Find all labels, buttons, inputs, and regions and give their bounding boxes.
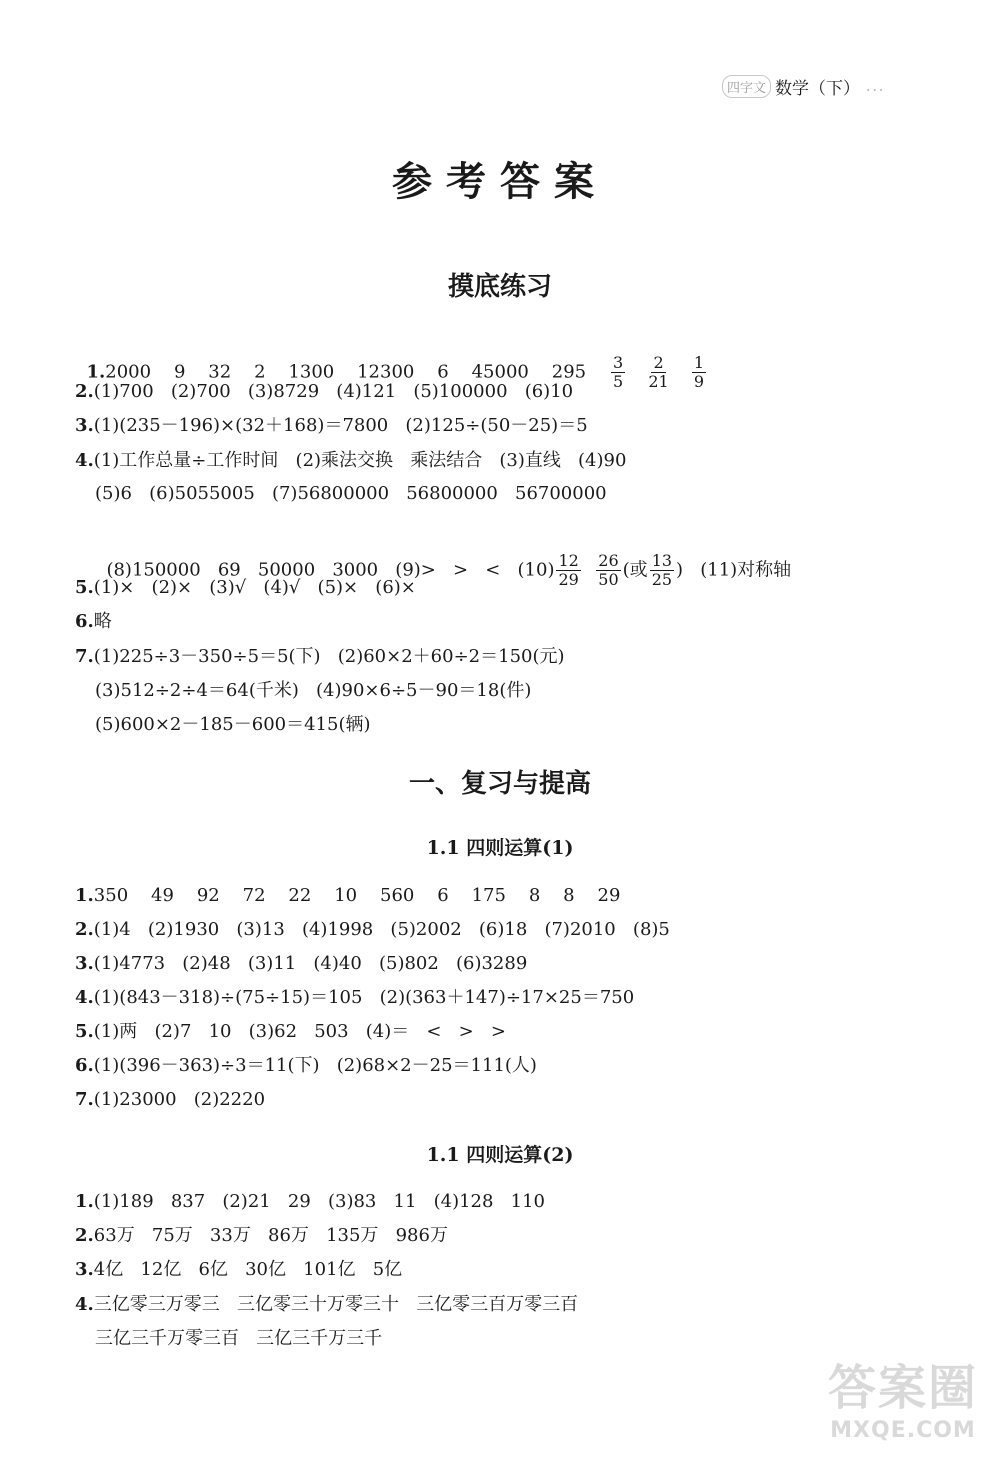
question-number: 4. — [75, 987, 94, 1008]
answer-text: (1)工作总量÷工作时间 (2)乘法交换 乘法结合 (3)直线 (4)90 — [93, 450, 627, 471]
question-number: 3. — [75, 415, 94, 436]
question-number: 7. — [75, 1089, 94, 1110]
fraction — [650, 552, 674, 589]
question-number: 5. — [75, 1021, 94, 1042]
answer-text: (1)225÷3－350÷5＝5(下) (2)60×2＋60÷2＝150(元) — [93, 646, 565, 667]
answer-text: (1)700 (2)700 (3)8729 (4)121 (5)100000 (6)10 — [93, 381, 574, 402]
answer-text: 三亿零三万零三 三亿零三十万零三十 三亿零三百万零三百 — [93, 1294, 579, 1315]
numerator: 13 — [651, 551, 673, 570]
answer-text: (1)4 (2)1930 (3)13 (4)1998 (5)2002 (6)18 (7)2010 (8)5 — [93, 919, 670, 940]
question-number: 5. — [75, 577, 94, 598]
question-number: 2. — [75, 381, 94, 402]
answer-line-s1-q4-cont1: (5)6 (6)5055005 (7)56800000 56800000 56700000 — [95, 483, 607, 504]
numerator: 26 — [598, 551, 619, 570]
answer-line-s1-q3 — [75, 414, 588, 438]
question-number: 3. — [75, 953, 94, 974]
subsection-title-arith-2: 1.1 四则运算(2) — [426, 1144, 574, 1166]
answer-line-s1-q2 — [75, 380, 573, 404]
question-number: 1. — [75, 885, 94, 906]
denominator: 5 — [613, 372, 624, 391]
question-number: 3. — [75, 1259, 94, 1280]
fraction — [646, 354, 670, 391]
fraction — [596, 552, 620, 589]
answer-line-s2a-q7 — [75, 1088, 265, 1112]
answer-line-s1-q7-cont1: (3)512÷2÷4＝64(千米) (4)90×6÷5－90＝18(件) — [95, 680, 532, 701]
fraction — [556, 552, 580, 589]
fraction — [611, 354, 625, 391]
answer-line-s2b-q1 — [75, 1190, 545, 1214]
section-title-diagnostic: 摸底练习 — [447, 272, 552, 302]
numerator: 12 — [558, 551, 579, 570]
answer-text: (1)× (2)× (3)√ (4)√ (5)× (6)× — [93, 577, 416, 598]
answer-text: (8)150000 69 50000 3000 (9)> > < (10) — [106, 559, 555, 581]
subject-label: 数学（下） — [775, 79, 861, 99]
answer-text: (1)23000 (2)2220 — [93, 1089, 266, 1110]
question-number: 4. — [75, 450, 94, 471]
page-title: 参考答案 — [392, 159, 608, 205]
subsection-title-arith-1: 1.1 四则运算(1) — [426, 837, 574, 859]
answer-line-s1-q7-cont2: (5)600×2－185－600＝415(辆) — [95, 714, 371, 735]
answer-line-s2b-q2 — [75, 1224, 448, 1248]
answer-text: (或 — [622, 559, 648, 581]
denominator: 50 — [598, 570, 619, 589]
question-number: 4. — [75, 1294, 94, 1315]
answer-line-s1-q5 — [75, 576, 416, 600]
answer-text: (1)189 837 (2)21 29 (3)83 11 (4)128 110 — [93, 1191, 545, 1212]
section-title-review: 一、复习与提高 — [408, 769, 591, 799]
question-number: 6. — [75, 1055, 94, 1076]
answer-line-s1-q7 — [75, 645, 565, 669]
answer-text: (1)(396－363)÷3＝11(下) (2)68×2－25＝111(人) — [93, 1055, 537, 1076]
answer-line-s1-q4 — [75, 449, 626, 473]
answer-line-s2a-q6 — [75, 1054, 537, 1078]
page-header — [722, 74, 885, 99]
answer-text: 63万 75万 33万 86万 135万 986万 — [93, 1225, 448, 1246]
answer-line-s2b-q4-cont: 三亿三千万零三百 三亿三千万三千 — [95, 1328, 383, 1349]
question-number: 1. — [75, 1191, 94, 1212]
question-number: 2. — [75, 919, 94, 940]
denominator: 25 — [651, 570, 673, 589]
question-number: 6. — [75, 611, 94, 632]
numerator: 3 — [613, 353, 624, 372]
answer-text: (1)(843－318)÷(75÷15)＝105 (2)(363＋147)÷17×25＝750 — [93, 987, 635, 1008]
answer-line-s2a-q2 — [75, 918, 670, 942]
answer-line-s2b-q3 — [75, 1258, 402, 1282]
watermark-logo: 答案圈 — [827, 1360, 978, 1416]
series-badge: 四字文 — [722, 75, 771, 98]
question-number: 1. — [86, 361, 106, 383]
answer-line-s2a-q4 — [75, 986, 634, 1010]
answer-line-s1-q6 — [75, 610, 112, 634]
answer-text: ) (11)对称轴 — [676, 559, 792, 581]
denominator: 21 — [648, 372, 669, 391]
question-number: 2. — [75, 1225, 94, 1246]
answer-text: 略 — [93, 611, 112, 632]
denominator: 9 — [693, 372, 705, 391]
header-dots: ... — [866, 78, 886, 95]
numerator: 2 — [653, 353, 664, 372]
answer-line-s2a-q3 — [75, 952, 527, 976]
fraction — [692, 354, 706, 391]
answer-line-s2a-q5 — [75, 1020, 506, 1044]
answer-text: (1)两 (2)7 10 (3)62 503 (4)＝ < > > — [93, 1021, 506, 1042]
question-number: 7. — [75, 646, 94, 667]
denominator: 29 — [558, 570, 579, 589]
answer-text: 350 49 92 72 22 10 560 6 175 8 8 29 — [93, 885, 621, 906]
watermark-url: MXQE.COM — [830, 1418, 976, 1443]
answer-line-s2b-q4 — [75, 1293, 578, 1317]
answer-text: 4亿 12亿 6亿 30亿 101亿 5亿 — [93, 1259, 403, 1280]
answer-text: (1)(235－196)×(32＋168)＝7800 (2)125÷(50－25)＝5 — [93, 415, 588, 436]
answer-text: (1)4773 (2)48 (3)11 (4)40 (5)802 (6)3289 — [93, 953, 528, 974]
watermark — [828, 1349, 978, 1443]
numerator: 1 — [693, 353, 705, 372]
answer-line-s2a-q1 — [75, 884, 620, 908]
answer-text: 2000 9 32 2 1300 12300 6 45000 295 — [105, 361, 587, 383]
